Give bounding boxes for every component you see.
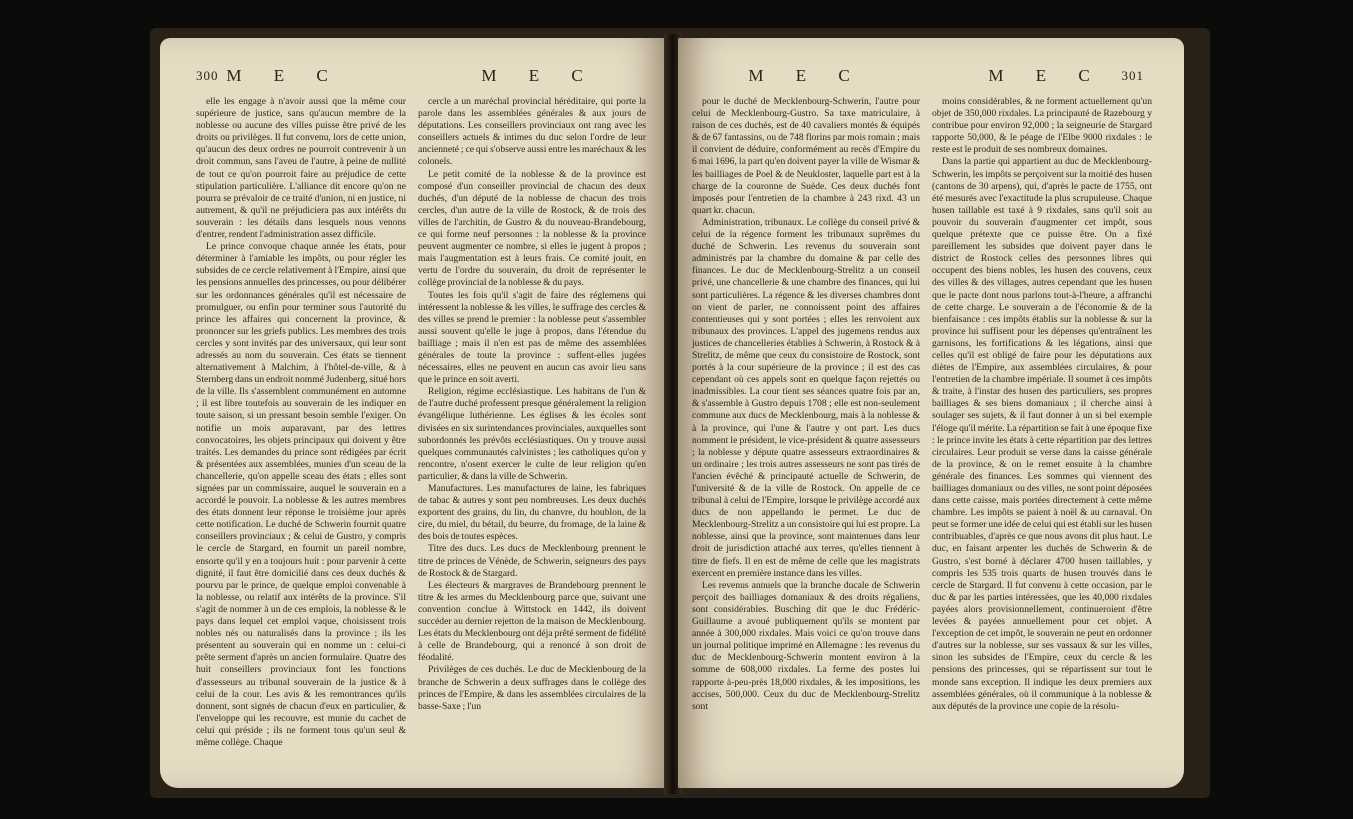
left-page bbox=[160, 38, 668, 788]
paragraph: cercle a un maréchal provincial héréditaire, qui porte la parole dans les assemblées générales & aux jours de députations. Les conseillers provinciaux ont rang avec les conseillers actuels & intimes du duc selon l'ordre de leur ancienneté ; ce qui s'observe aussi entre les maréchaux & les colonels. bbox=[418, 96, 646, 168]
paragraph: Les revenus annuels que la branche ducale de Schwerin perçoit des bailliages domaniaux & des droits régaliens, sont considérables. Busching dit que le duc Frédéric-Guillaume a avoué publiquement qu'ils se montent par année à 300,000 rixdales. Mais voici ce qu'on trouve dans un journal politique imprimé en Allemagne : les revenus du duc de Mecklenbourg-Schwerin montent environ à la somme de 608,000 rixdales. La ferme des postes lui rapporte à-peu-près 18,000 rixdales, & les impositions, les accises, 500,000. Ceux du duc de Mecklenbourg-Strelitz sont bbox=[692, 579, 920, 712]
paragraph: elle les engage à n'avoir aussi que la même cour supérieure de justice, sans qu'aucun membre de la noblesse ou aucune des villes puisse être privé de les droits ou privilèges. Il fut convenu, lors de cette union, qu'aucun des deux ordres ne pourroit contrevenir à un droit commun, sans l'aveu de l'autre, à peine de nullité de tout ce qu'on pourroit faire au préjudice de cette stipulation particulière. L'alliance dit encore qu'on ne pourra se prévaloir de ce traité d'union, ni en justice, ni autrement, & qu'il ne préjudiciera pas aux intérêts du souverain : les détails dans lesquels nous venons d'entrer, rendent l'administration assez difficile. bbox=[196, 96, 406, 241]
paragraph: Dans la partie qui appartient au duc de Mecklenbourg-Schwerin, les impôts se perçoivent sur la moitié des husen (cantons de 30 arpens), qui, d'après le pacte de 1755, ont été mesurés avec l'exactitude la plus scrupuleuse. Chaque husen taillable est taxé à 9 rixdales, sans qu'il soit au pouvoir du souverain d'augmenter cet impôt, sous quelque prétexte que ce puisse être. On a fixé pareillement les subsides que doivent payer dans le district de Rostock celles des personnes libres qui occupent des biens nobles, les husen des couvens, ceux des villes & des villages, autres cependant que les husen que le pacte dont nous parlons tout-à-l'heure, a affranchi de cette charge. Le souverain a de l'économie & de la bienfaisance : ces impôts établis sur la noblesse & sur la province lui suffisent pour les dépenses qu'entraînent les garnisons, les fortifications & les légations, ainsi que celles qu'il est obligé de faire pour les députations aux diètes de l'Empire, aux assemblées circulaires, & pour l'entretien de la chambre impériale. Il soumet à ces impôts & traite, à l'instar des husen des particuliers, ses propres bailliages & ses biens domaniaux ; il cherche ainsi à soulager ses sujets, & il faut donner à un si bel exemple l'éloge qu'il mérite. La répartition se fait à une époque fixe : le prince invite les états à cette répartition par des lettres circulaires. Leur produit se verse dans la caisse générale de la province, & on le remet ensuite à la chambre générale des finances. Les sommes qui viennent des bailliages domaniaux ou des villes, ne sont point déposées dans cette caisse, mais portées directement à cette même chambre. Les impôts se paient à noël & au carnaval. On peut se former une idée de celui qui est établi sur les husen contribuables, d'après ce que nous avons dit plus haut. Le duc, en faisant arpenter les duchés de Schwerin & de Gustro, s'est borné à déclarer 4700 husen taillables, y compris les 535 trois quarts de husen trouvés dans le cercle de Stargard. Il fut convenu à cette occasion, par le duc & par les parties intéressées, que les 40,000 rixdales payées alors provisionnellement, continueroient d'être levées & payées annuellement pour cet objet. A l'exception de cet impôt, le souverain ne peut en ordonner d'autres sur la noblesse, sur ses vassaux & sur les villes, sinon les subsides de l'Empire, ceux du cercle & les pensions des princesses, qui se répartissent sur tout le monde sans exception. Il indique les deux premiers aux assemblées générales, où il communique à la noblesse & aux députés de la province une copie de la résolu- bbox=[932, 156, 1152, 712]
text-column bbox=[196, 96, 406, 749]
paragraph: Le prince convoque chaque année les états, pour déterminer à l'amiable les impôts, ou pour régler les subsides de ce cercle relativement à l'Empire, ainsi que les pensions annuelles des princesses, ou pour délibérer sur les ordonnances générales qu'il est nécessaire de promulguer, ou enfin pour terminer sous l'autorité du prince les affaires qui concernent la province, & prononcer sur les griefs publics. Les membres des trois cercles y sont invités par des universaux, qui leur sont adressés au nom du souverain. Ces états se tiennent alternativement à Malchim, à l'hôtel-de-ville, & à Sternberg dans un endroit nommé Judenberg, situé hors de la ville. Ils s'assemblent communément en automne ; il est libre toutefois au souverain de les indiquer en toute saison, si un pressant besoin semble l'exiger. On notifie un mois auparavant, par des lettres convocatoires, les objets principaux qui doivent y être traités. Les demandes du prince sont rédigées par écrit & présentées aux assemblées, munies d'un sceau de la chancellerie, qu'on appelle sceau des états ; elles sont signées par un commissaire, auquel le souverain en a accordé le pouvoir. La noblesse & les autres membres des états donnent leur réponse le troisième jour après cette notification. Le duché de Schwerin fournit quatre conseillers provinciaux ; & celui de Gustro, y compris le cercle de Stargard, en fournit un pareil nombre, ensorte qu'il y en a toujours huit : pour parvenir à cette dignité, il faut être domicilié dans ces deux duchés & pourvu par le prince, de quelque emploi convenable à la noblesse, ou relatif aux intérêts de la province. S'il s'agit de nommer à un de ces emplois, la noblesse & le pays dans lequel cet emploi vaque, choisissent trois nobles nés ou naturalisés dans la province ; ils les présentent au souverain qui en nomme un : celui-ci prête serment d'après un ancien formulaire. Quatre des huit conseillers provinciaux font les fonctions d'assesseurs au tribunal souverain de la justice & à celui de la cour. Les avis & les remontrances qu'ils donnent, sont signés de chacun d'eux en particulier, & l'enveloppe qui les recouvre, est munie du cachet de celui qui préside ; ils ne forment tous qu'un seul & même collège. Chaque bbox=[196, 241, 406, 748]
text-column bbox=[418, 96, 646, 713]
page-number: 300 bbox=[196, 68, 219, 83]
paragraph: Administration, tribunaux. Le collège du conseil privé & celui de la régence forment les tribunaux suprêmes du duché de Schwerin. Les revenus du souverain sont administrés par la chambre du domaine & par celle des finances. Le duc de Mecklenbourg-Strelitz a un conseil privé, une chancellerie & une chambre des finances, qui lui sont particulières. La régence & les diverses chambres dont on vient de parler, ne connoissent point des affaires contentieuses qui y sont portées ; elles les renvoient aux tribunaux des provinces. L'appel des jugemens rendus aux justices de chancelleries établies à Schwerin, à Rostock & à Strelitz, de même que ceux du consistoire de Rostock, sont portés à la cour supérieure de la province ; il est des cas cependant où ces appels sont en quelque façon rejettés ou inadmissibles. La cour tient ses séances quatre fois par an, & s'assemble à Gustro depuis 1708 ; elle est non-seulement commune aux ducs de Mecklenbourg, mais à la noblesse & à la province, qui l'une & l'autre y ont part. Les ducs nomment le président, le vice-président & quatre assesseurs ; la noblesse y députe quatre assesseurs extraordinaires & un ordinaire ; les trois autres assesseurs ne sont pas tirés de l'ancien évêché & principauté actuelle de Schwerin, de l'université & de la ville de Rostock. On appelle de ce tribunal à celui de l'Empire, lorsque le privilège accordé aux ducs de non appellando le permet. Le duc de Mecklenbourg-Strelitz a un consistoire qui lui est propre. La noblesse, ainsi que la province, sont maintenues dans leur droit de jurisdiction attaché aux terres, qu'elles tiennent à titre de fiefs. Il en est de même de celle que les magistrats exercent en première instance dans les villes. bbox=[692, 216, 920, 579]
paragraph: Privilèges de ces duchés. Le duc de Mecklenbourg de la branche de Schwerin a deux suffrages dans le collège des princes de l'Empire, & dans les assemblées circulaires de la basse-Saxe ; l'un bbox=[418, 664, 646, 712]
paragraph: Toutes les fois qu'il s'agit de faire des réglemens qui intéressent la noblesse & les villes, le suffrage des cercles & des villes se prend le premier : la noblesse peut s'assembler aussi souvent qu'elle le juge à propos, dans l'étendue du bailliage ; mais il n'en est pas de même des assemblées générales de toute la province : suffent-elles jugées nécessaires, elles ne peuvent en aucun cas avoir lieu sans que le prince en soit averti. bbox=[418, 289, 646, 386]
running-head: M E C bbox=[748, 66, 864, 85]
text-column bbox=[932, 96, 1152, 713]
paragraph: Titre des ducs. Les ducs de Mecklenbourg prennent le titre de princes de Vénède, de Schwerin, seigneurs des pays de Rostock & de Stargard. bbox=[418, 543, 646, 579]
paragraph: moins considérables, & ne forment actuellement qu'un objet de 350,000 rixdales. La principauté de Razebourg y contribue pour environ 92,000 ; la seigneurie de Stargard rapporte 50,000, & le péage de l'Elbe 9000 rixdales : le reste est le produit de ses nombreux domaines. bbox=[932, 96, 1152, 156]
paragraph: Le petit comité de la noblesse & de la province est composé d'un conseiller provincial de chacun des deux duchés, d'un député de la noblesse de chacun des trois cercles, d'un autre de la ville de Rostock, & de trois des villes de l'architin, de Gustro & du nouveau-Brandebourg, ce qui forme neuf personnes : la noblesse & la province peuvent augmenter ce nombre, si elles le jugent à propos ; mais l'augmentation est à leurs frais. Ce comité jouit, en vertu de l'ordre du souverain, du droit de représenter le collège provincial de la noblesse & du pays. bbox=[418, 168, 646, 289]
paragraph: pour le duché de Mecklenbourg-Schwerin, l'autre pour celui de Mecklenbourg-Gustro. Sa taxe matriculaire, à raison de ces duchés, est de 40 cavaliers montés & équipés & de 67 fantassins, ou de 748 florins par mois romain ; mais il convient de déduire, conformément au recès d'Empire du 6 mai 1696, la part qu'en doivent payer la ville de Wismar & les bailliages de Poel & de Neukloster, laquelle part est à la charge de la couronne de Suède. Ces deux duchés font imposés pour l'entretien de la chambre à 243 rixd. 43 un quart kr. chacun. bbox=[692, 96, 920, 216]
paragraph: Religion, régime ecclésiastique. Les habitans de l'un & de l'autre duché professent presque généralement la religion évangélique luthérienne. Les églises & les écoles sont divisées en six surintendances provinciales, auxquelles sont subordonnés les prévôts ecclésiastiques. On y trouve aussi quelques communautés calvinistes ; les catholiques qu'on y rencontre, n'osent exercer le culte de leur religion qu'en particulier, & dans la ville de Schwerin. bbox=[418, 386, 646, 482]
right-page bbox=[678, 38, 1184, 788]
page-number: 301 bbox=[1121, 68, 1144, 83]
paragraph: Manufactures. Les manufactures de laine, les fabriques de tabac & autres y sont peu nombreuses. Les deux duchés exportent des grains, du lin, du chanvre, du houblon, de la cire, du miel, du bétail, du beurre, du fromage, de la laine & des bois de toutes espèces. bbox=[418, 483, 646, 543]
text-column bbox=[692, 96, 920, 713]
paragraph: Les électeurs & margraves de Brandebourg prennent le titre & les armes du Mecklenbourg parce que, suivant une convention conclue à Wittstock en 1442, ils doivent succéder au dernier rejetton de la maison de Mecklenbourg. Les états du Mecklenbourg ont déja prêté serment de fidélité à celle de Brandebourg, qui a renoncé à son droit de féodalité. bbox=[418, 579, 646, 664]
running-head: M E C bbox=[226, 66, 342, 85]
running-head: M E C bbox=[481, 66, 597, 85]
running-head: M E C bbox=[988, 66, 1104, 85]
